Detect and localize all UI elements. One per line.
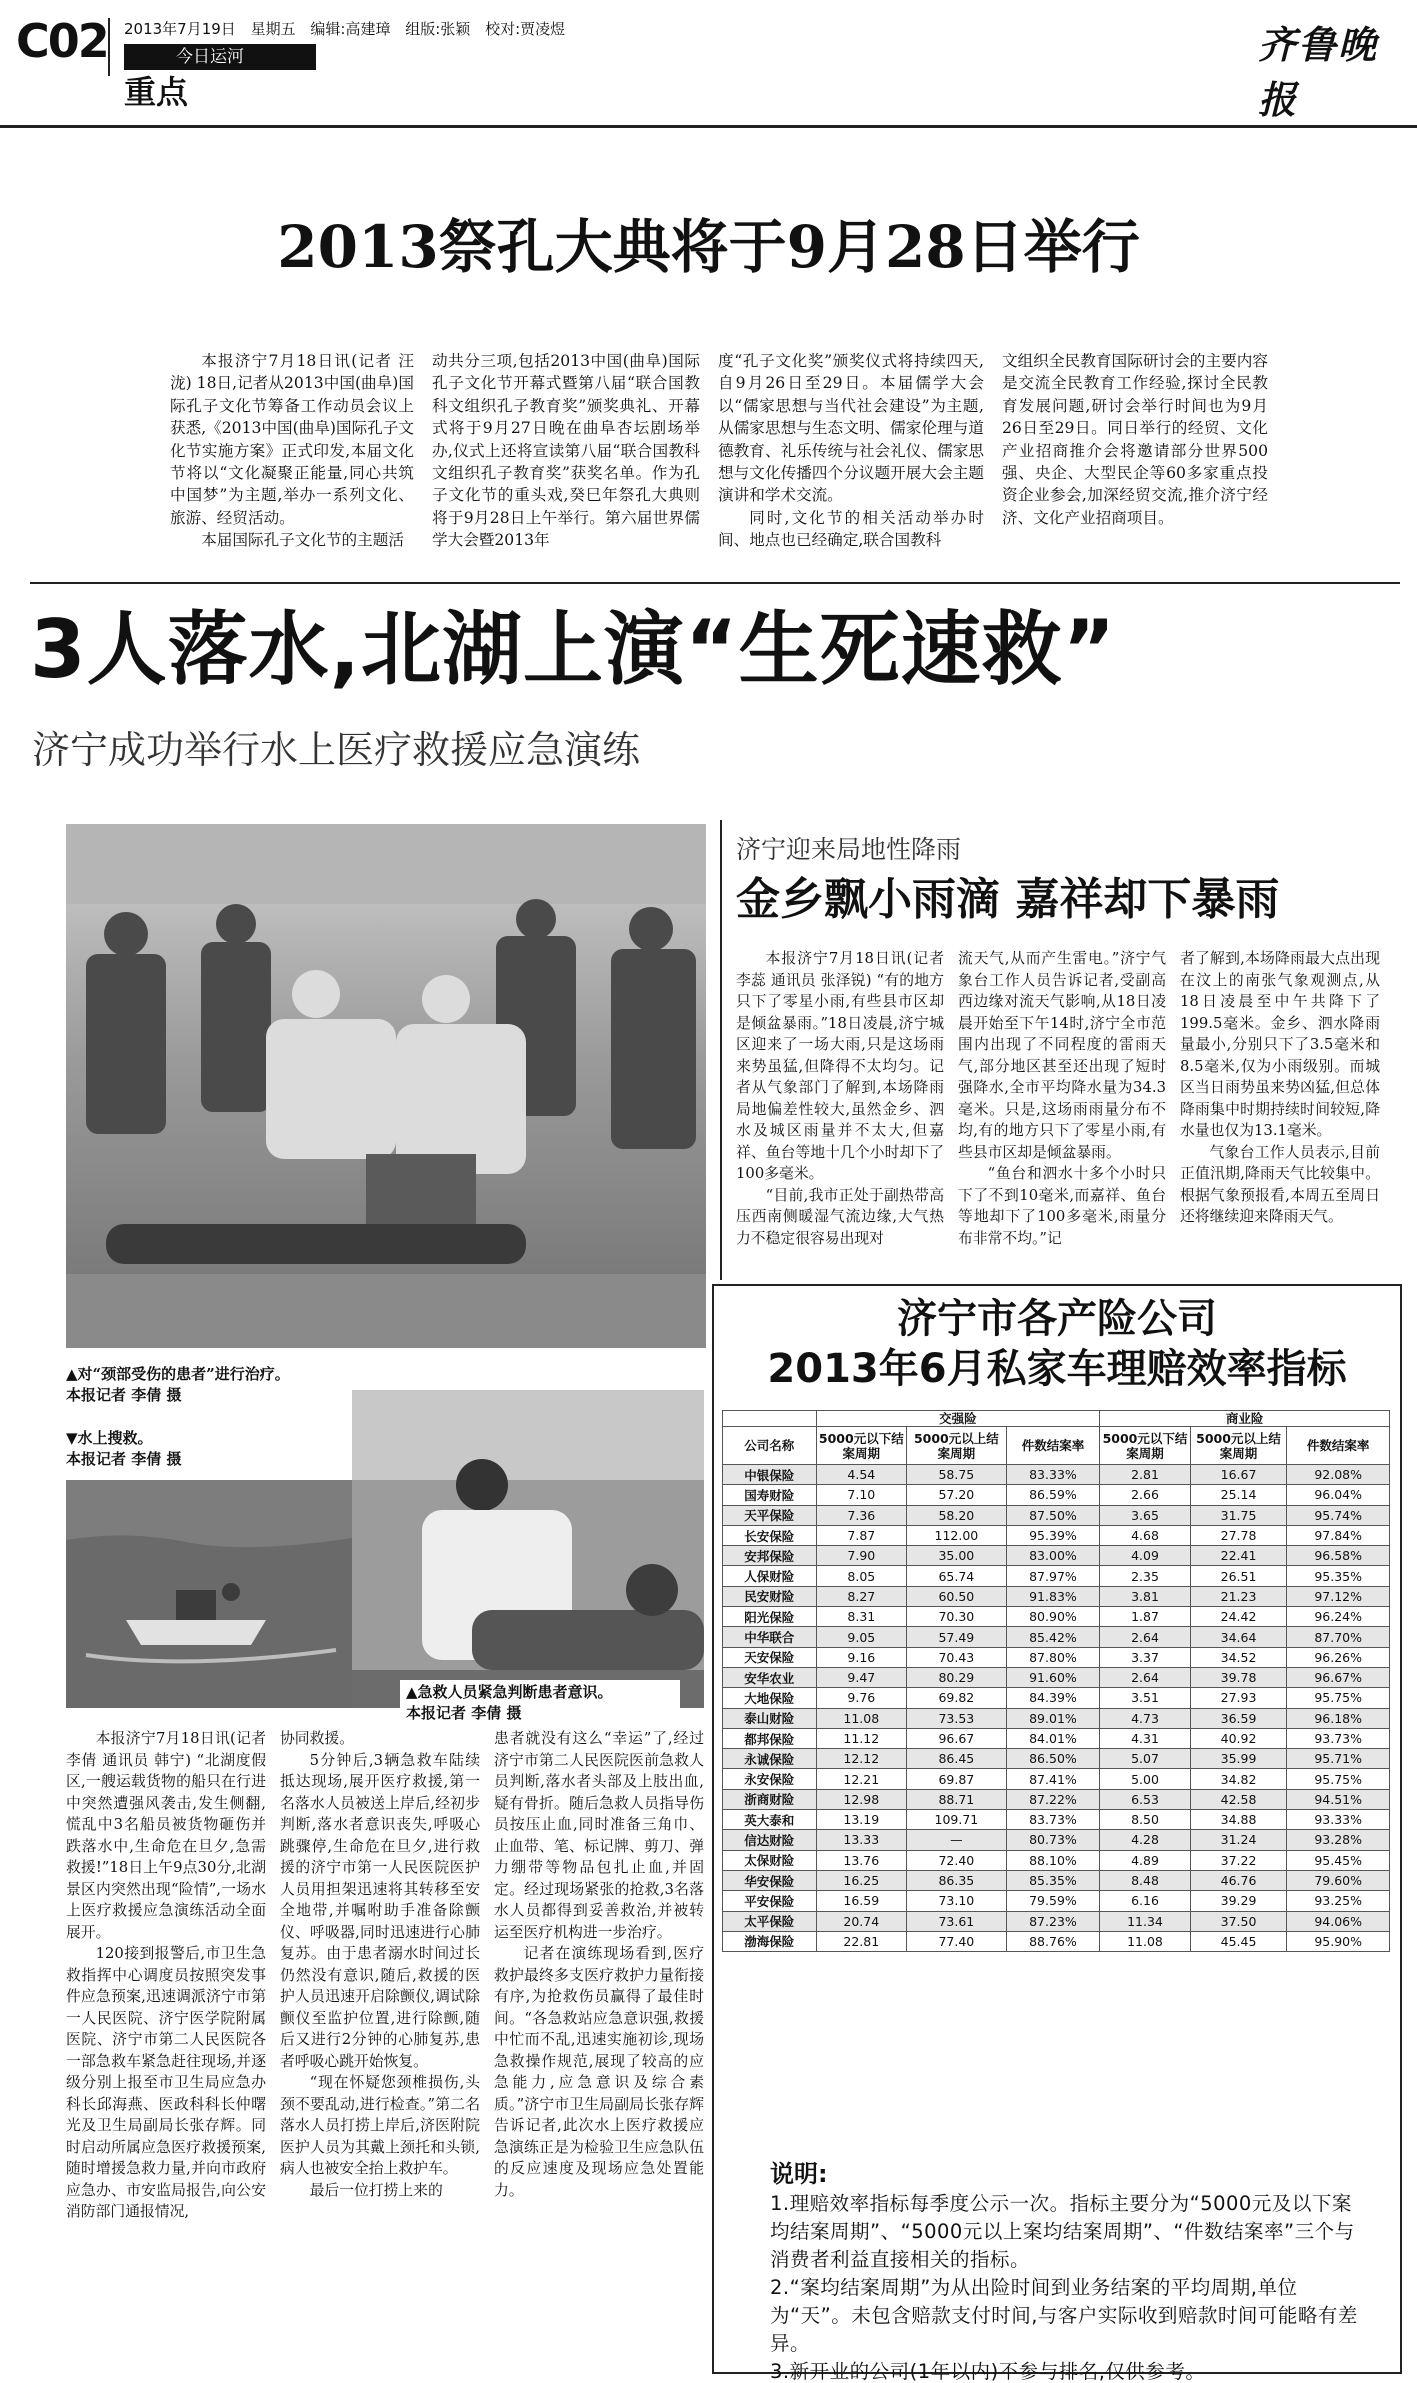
table-row xyxy=(723,1627,1390,1647)
story3-col3 xyxy=(1180,948,1380,1266)
value-cell: 95.71% xyxy=(1287,1749,1390,1769)
table-row xyxy=(723,1607,1390,1627)
story2-para: 患者就没有这么“幸运”了,经过济宁市第二人民医院医前急救人员判断,落水者头部及上肢出血,疑有骨折。随后急救人员指导伤员按压止血,同时准备三角巾、止血带、笔、标记牌、剪刀、弹力绷带等物品包扎止血,并固定。经过现场紧张的抢救,3名落水人员都得到妥善救治,并被转运至医疗机构进一步治疗。 xyxy=(494,1730,704,1941)
value-cell: 95.39% xyxy=(1006,1525,1100,1545)
value-cell: 79.60% xyxy=(1287,1870,1390,1890)
company-name-cell: 泰山财险 xyxy=(723,1708,817,1728)
value-cell: 34.82 xyxy=(1190,1769,1287,1789)
value-cell: 83.33% xyxy=(1006,1465,1100,1485)
story2-para: 5分钟后,3辆急救车陆续抵达现场,展开医疗救援,第一名落水人员被送上岸后,经初步判断,落水者意识丧失,呼吸心跳骤停,生命危在旦夕,进行救援的济宁市第一人民医院医护人员用担架迅速将其转移至安全地带,并嘱咐助手准备除颤仪、呼吸器,同时迅速进行心肺复苏。由于患者溺水时间过长仍然没有意识,随后,救援的医护人员迅速开启除颤仪,调试除颤仪至监护位置,进行除颤,随后又进行2分钟的心肺复苏,患者呼吸心跳开始恢复。 xyxy=(280,1751,480,2070)
story1-para: 动共分三项,包括2013中国(曲阜)国际孔子文化节开幕式暨第八届“联合国教科文组织孔子教育奖”颁奖典礼、开幕式将于9月27日晚在曲阜杏坛剧场举办,仪式上还将宣读第八届“联合国教科文组织孔子教育奖”获奖名单。作为孔子文化节的重头戏,癸巳年祭孔大典则将于9月28日上午举行。第六届世界儒学大会暨2013年 xyxy=(432,352,700,548)
value-cell: 2.64 xyxy=(1100,1627,1191,1647)
header-meta xyxy=(124,18,565,39)
value-cell: 88.10% xyxy=(1006,1850,1100,1870)
value-cell: 46.76 xyxy=(1190,1870,1287,1890)
caption-credit: 本报记者 李倩 摄 xyxy=(66,1386,182,1404)
notes xyxy=(770,2190,1370,2383)
company-name-cell: 中华联合 xyxy=(723,1627,817,1647)
story2-para: 120接到报警后,市卫生急救指挥中心调度员按照突发事件应急预案,迅速调派济宁市第一人民医院、济宁医学院附属医院、济宁市第二人民医院各一部急救车紧急赶往现场,并逐级分别上报至市卫生局应急办科长邱海燕、医政科科长仲曙光及卫生局副局长张存辉。同时启动所属应急医疗救援预案,随时增援急救力量,并向市政府应急办、市安监局报告,向公安消防部门通报情况, xyxy=(66,1945,266,2220)
story3-col2 xyxy=(958,948,1166,1266)
value-cell: 86.35 xyxy=(907,1870,1007,1890)
value-cell: 85.35% xyxy=(1006,1870,1100,1890)
value-cell: 97.84% xyxy=(1287,1525,1390,1545)
table-row xyxy=(723,1688,1390,1708)
value-cell: 24.42 xyxy=(1190,1607,1287,1627)
value-cell: 8.50 xyxy=(1100,1810,1191,1830)
value-cell: 34.52 xyxy=(1190,1647,1287,1667)
table-row xyxy=(723,1647,1390,1667)
photo-water-search xyxy=(66,1480,352,1708)
company-name-cell: 天平保险 xyxy=(723,1505,817,1525)
story3-para: 流天气,从而产生雷电。”济宁气象台工作人员告诉记者,受副高西边缘对流天气影响,从18日凌晨开始至下午14时,济宁全市范围内出现了不同程度的雷雨天气,部分地区甚至还出现了短时强降水,全市平均降水量为34.3毫米。只是,这场雨雨量分布不均,有的地方只下了零星小雨,有些县市区却是倾盆暴雨。 xyxy=(958,950,1166,1161)
story3-para: 者了解到,本场降雨最大点出现在汶上的南张气象观测点,从18日凌晨至中午共降下了199.5毫米。金乡、泗水降雨量最小,分别只下了3.5毫米和8.5毫米,仅为小雨级别。而城区当日雨势虽来势凶猛,但总体降雨集中时期持续时间较短,降水量也仅为13.1毫米。 xyxy=(1180,950,1380,1139)
value-cell: 4.68 xyxy=(1100,1525,1191,1545)
company-name-cell: 平安保险 xyxy=(723,1891,817,1911)
story1-para: 度“孔子文化奖”颁奖仪式将持续四天,自9月26日至29日。本届儒学大会以“儒家思想与当代社会建设”为主题,从儒家思想与生态文明、儒家伦理与道德教育、礼乐传统与社会礼仪、儒家思想与文化传播四个分议题开展大会主题演讲和学术交流。 xyxy=(718,352,984,505)
table-row xyxy=(723,1708,1390,1728)
story1-para: 本报济宁7月18日讯(记者 汪泷) 18日,记者从2013中国(曲阜)国际孔子文化节筹备工作动员会议上获悉,《2013中国(曲阜)国际孔子文化节实施方案》正式印发,本届文化节将以“文化凝聚正能量,同心共筑中国梦”为主题,举办一系列文化、旅游、经贸活动。 xyxy=(170,352,414,527)
value-cell: 9.05 xyxy=(816,1627,907,1647)
table-row xyxy=(723,1546,1390,1566)
value-cell: 7.10 xyxy=(816,1485,907,1505)
story3-side-rule xyxy=(720,820,722,1280)
company-name-cell: 英大泰和 xyxy=(723,1810,817,1830)
value-cell: 96.18% xyxy=(1287,1708,1390,1728)
value-cell: 36.59 xyxy=(1190,1708,1287,1728)
table-row xyxy=(723,1830,1390,1850)
value-cell: 2.81 xyxy=(1100,1465,1191,1485)
value-cell: 83.73% xyxy=(1006,1810,1100,1830)
value-cell: 88.71 xyxy=(907,1789,1007,1809)
value-cell: 8.31 xyxy=(816,1607,907,1627)
value-cell: 40.92 xyxy=(1190,1728,1287,1748)
value-cell: 16.25 xyxy=(816,1870,907,1890)
value-cell: 9.47 xyxy=(816,1667,907,1687)
value-cell: 9.16 xyxy=(816,1647,907,1667)
value-cell: 89.01% xyxy=(1006,1708,1100,1728)
value-cell: 16.67 xyxy=(1190,1465,1287,1485)
value-cell: 8.27 xyxy=(816,1586,907,1606)
value-cell: 65.74 xyxy=(907,1566,1007,1586)
value-cell: 45.45 xyxy=(1190,1931,1287,1951)
value-cell: 96.67 xyxy=(907,1728,1007,1748)
value-cell: 4.54 xyxy=(816,1465,907,1485)
value-cell: 60.50 xyxy=(907,1586,1007,1606)
page-number: C02 xyxy=(16,14,108,68)
table-row xyxy=(723,1749,1390,1769)
value-cell: 5.07 xyxy=(1100,1749,1191,1769)
value-cell: 2.66 xyxy=(1100,1485,1191,1505)
value-cell: 95.75% xyxy=(1287,1769,1390,1789)
value-cell: 93.73% xyxy=(1287,1728,1390,1748)
value-cell: 94.06% xyxy=(1287,1911,1390,1931)
table-row xyxy=(723,1667,1390,1687)
header-divider xyxy=(108,18,110,76)
company-name-cell: 信达财险 xyxy=(723,1830,817,1850)
value-cell: 27.78 xyxy=(1190,1525,1287,1545)
table-row xyxy=(723,1769,1390,1789)
value-cell: 70.30 xyxy=(907,1607,1007,1627)
story2-para: “现在怀疑您颈椎损伤,头颈不要乱动,进行检查。”第二名落水人员打捞上岸后,济医附院医护人员为其戴上颈托和头锁,病人也被安全抬上救护车。 xyxy=(280,2074,480,2177)
caption-credit: 本报记者 李倩 摄 xyxy=(66,1450,182,1468)
value-cell: 80.90% xyxy=(1006,1607,1100,1627)
company-name-cell: 永诚保险 xyxy=(723,1749,817,1769)
caption-text: ▼水上搜救。 xyxy=(66,1429,153,1447)
value-cell: 84.01% xyxy=(1006,1728,1100,1748)
caption-photo1 xyxy=(66,1364,356,1406)
value-cell: 11.34 xyxy=(1100,1911,1191,1931)
value-cell: 11.08 xyxy=(816,1708,907,1728)
value-cell: 6.16 xyxy=(1100,1891,1191,1911)
issue-weekday: 星期五 xyxy=(250,20,296,38)
value-cell: 4.89 xyxy=(1100,1850,1191,1870)
table-row xyxy=(723,1728,1390,1748)
table-corner xyxy=(723,1411,817,1427)
value-cell: 13.76 xyxy=(816,1850,907,1870)
insurance-table-body xyxy=(723,1465,1390,1952)
value-cell: 12.21 xyxy=(816,1769,907,1789)
column-header: 公司名称 xyxy=(723,1427,817,1465)
value-cell: 95.90% xyxy=(1287,1931,1390,1951)
insurance-table xyxy=(722,1410,1390,1952)
note-item: 1.理赔效率指标每季度公示一次。指标主要分为“5000元及以下案均结案周期”、“5000元以上案均结案周期”、“件数结案率”三个与消费者利益直接相关的指标。 xyxy=(770,2192,1355,2271)
story1-para: 同时,文化节的相关活动举办时间、地点也已经确定,联合国教科 xyxy=(718,508,984,548)
value-cell: 2.35 xyxy=(1100,1566,1191,1586)
value-cell: 96.58% xyxy=(1287,1546,1390,1566)
table-row xyxy=(723,1485,1390,1505)
value-cell: 112.00 xyxy=(907,1525,1007,1545)
value-cell: 85.42% xyxy=(1006,1627,1100,1647)
caption-photo3 xyxy=(400,1680,680,1726)
value-cell: 95.75% xyxy=(1287,1688,1390,1708)
column-header: 件数结案率 xyxy=(1287,1427,1390,1465)
value-cell: 84.39% xyxy=(1006,1688,1100,1708)
value-cell: 39.78 xyxy=(1190,1667,1287,1687)
company-name-cell: 中银保险 xyxy=(723,1465,817,1485)
value-cell: 57.49 xyxy=(907,1627,1007,1647)
value-cell: 31.75 xyxy=(1190,1505,1287,1525)
value-cell: 3.65 xyxy=(1100,1505,1191,1525)
value-cell: 4.73 xyxy=(1100,1708,1191,1728)
value-cell: 91.60% xyxy=(1006,1667,1100,1687)
table-row xyxy=(723,1931,1390,1951)
photo-image xyxy=(66,1480,352,1708)
value-cell: 25.14 xyxy=(1190,1485,1287,1505)
photo-neck-injury-treatment xyxy=(66,824,706,1348)
issue-date: 2013年7月19日 xyxy=(124,20,236,38)
value-cell: 79.59% xyxy=(1006,1891,1100,1911)
company-name-cell: 浙商财险 xyxy=(723,1789,817,1809)
story2-headline: 3人落水,北湖上演“生死速救” xyxy=(30,603,1117,696)
value-cell: 69.82 xyxy=(907,1688,1007,1708)
table-row xyxy=(723,1566,1390,1586)
value-cell: 12.98 xyxy=(816,1789,907,1809)
story1-col1 xyxy=(170,350,414,548)
value-cell: 3.81 xyxy=(1100,1586,1191,1606)
table-row xyxy=(723,1525,1390,1545)
value-cell: 5.00 xyxy=(1100,1769,1191,1789)
value-cell: 96.26% xyxy=(1287,1647,1390,1667)
company-name-cell: 人保财险 xyxy=(723,1566,817,1586)
value-cell: 39.29 xyxy=(1190,1891,1287,1911)
story2-para: 协同救援。 xyxy=(280,1730,354,1747)
insurance-title-line2: 2013年6月私家车理赔效率指标 xyxy=(767,1346,1347,1392)
table-row xyxy=(723,1911,1390,1931)
value-cell: 96.24% xyxy=(1287,1607,1390,1627)
value-cell: 27.93 xyxy=(1190,1688,1287,1708)
company-name-cell: 大地保险 xyxy=(723,1688,817,1708)
story3-para: “鱼台和泗水十多个小时只下了不到10毫米,而嘉祥、鱼台等地却下了100多毫米,雨量分布非常不均。”记 xyxy=(958,1165,1166,1247)
value-cell: 80.73% xyxy=(1006,1830,1100,1850)
value-cell: 58.75 xyxy=(907,1465,1007,1485)
company-name-cell: 华安保险 xyxy=(723,1870,817,1890)
table-row xyxy=(723,1891,1390,1911)
group-header-compulsory: 交强险 xyxy=(816,1411,1100,1427)
insurance-title-line1: 济宁市各产险公司 xyxy=(897,1296,1217,1342)
story3-kicker: 济宁迎来局地性降雨 xyxy=(736,835,962,864)
insurance-box xyxy=(712,1284,1402,2383)
value-cell: 80.29 xyxy=(907,1667,1007,1687)
value-cell: 95.74% xyxy=(1287,1505,1390,1525)
value-cell: 7.90 xyxy=(816,1546,907,1566)
company-name-cell: 长安保险 xyxy=(723,1525,817,1545)
company-name-cell: 民安财险 xyxy=(723,1586,817,1606)
column-header-row xyxy=(723,1427,1390,1465)
company-name-cell: 永安保险 xyxy=(723,1769,817,1789)
section-tag: 今日运河 xyxy=(124,44,316,70)
value-cell: 87.41% xyxy=(1006,1769,1100,1789)
story1-headline: 2013祭孔大典将于9月28日举行 xyxy=(277,213,1140,281)
value-cell: 11.08 xyxy=(1100,1931,1191,1951)
story2-subheadline: 济宁成功举行水上医疗救援应急演练 xyxy=(32,728,641,772)
value-cell: 83.00% xyxy=(1006,1546,1100,1566)
value-cell: 87.22% xyxy=(1006,1789,1100,1809)
company-name-cell: 太平保险 xyxy=(723,1911,817,1931)
photo-image xyxy=(66,824,706,1348)
notes-title: 说明: xyxy=(770,2160,828,2188)
header-rule xyxy=(0,125,1417,128)
value-cell: 87.80% xyxy=(1006,1647,1100,1667)
value-cell: 22.81 xyxy=(816,1931,907,1951)
value-cell: 16.59 xyxy=(816,1891,907,1911)
caption-text: ▲对“颈部受伤的患者”进行治疗。 xyxy=(66,1365,290,1383)
story2-col3 xyxy=(494,1728,704,2368)
story1-col2 xyxy=(432,350,700,548)
caption-text: ▲急救人员紧急判断患者意识。 xyxy=(406,1683,613,1701)
value-cell: 13.19 xyxy=(816,1810,907,1830)
value-cell: 4.09 xyxy=(1100,1546,1191,1566)
value-cell: 4.31 xyxy=(1100,1728,1191,1748)
value-cell: 87.97% xyxy=(1006,1566,1100,1586)
value-cell: 7.36 xyxy=(816,1505,907,1525)
value-cell: 73.53 xyxy=(907,1708,1007,1728)
story2-para: 本报济宁7月18日讯(记者 李倩 通讯员 韩宁) “北湖度假区,一艘运载货物的船只在行进中突然遭强风袭击,发生侧翻,慌乱中3名船员被货物砸伤并跌落水中,生命危在旦夕,急需救援!”18日上午9点30分,北湖景区内突然出现“险情”,一场水上医疗救援应急演练活动全面展开。 xyxy=(66,1730,266,1941)
value-cell: 86.50% xyxy=(1006,1749,1100,1769)
value-cell: 95.45% xyxy=(1287,1850,1390,1870)
value-cell: 3.37 xyxy=(1100,1647,1191,1667)
story2-para: 最后一位打捞上来的 xyxy=(309,2181,443,2199)
value-cell: 37.50 xyxy=(1190,1911,1287,1931)
story3-para: 气象台工作人员表示,目前正值汛期,降雨天气比较集中。根据气象预报看,本周五至周日还将继续迎来降雨天气。 xyxy=(1180,1143,1380,1225)
company-name-cell: 天安保险 xyxy=(723,1647,817,1667)
value-cell: 42.58 xyxy=(1190,1789,1287,1809)
group-header-commercial: 商业险 xyxy=(1100,1411,1390,1427)
value-cell: 87.70% xyxy=(1287,1627,1390,1647)
story1-rule xyxy=(30,582,1400,584)
value-cell: 34.64 xyxy=(1190,1627,1287,1647)
value-cell: 109.71 xyxy=(907,1810,1007,1830)
value-cell: 13.33 xyxy=(816,1830,907,1850)
photo-image xyxy=(352,1390,704,1708)
value-cell: 2.64 xyxy=(1100,1667,1191,1687)
value-cell: 35.00 xyxy=(907,1546,1007,1566)
story1-para: 本届国际孔子文化节的主题活 xyxy=(201,531,404,548)
value-cell: 35.99 xyxy=(1190,1749,1287,1769)
story1-col3 xyxy=(718,350,984,548)
value-cell: 86.59% xyxy=(1006,1485,1100,1505)
company-name-cell: 太保财险 xyxy=(723,1850,817,1870)
value-cell: 70.43 xyxy=(907,1647,1007,1667)
caption-photo2 xyxy=(66,1428,356,1470)
value-cell: 73.10 xyxy=(907,1891,1007,1911)
column-header: 5000元以上结案周期 xyxy=(1190,1427,1287,1465)
value-cell: 77.40 xyxy=(907,1931,1007,1951)
value-cell: 6.53 xyxy=(1100,1789,1191,1809)
value-cell: 8.48 xyxy=(1100,1870,1191,1890)
value-cell: 73.61 xyxy=(907,1911,1007,1931)
value-cell: 34.88 xyxy=(1190,1810,1287,1830)
column-header: 5000元以上结案周期 xyxy=(907,1427,1007,1465)
table-row xyxy=(723,1789,1390,1809)
story1-para: 文组织全民教育国际研讨会的主要内容是交流全民教育工作经验,探讨全民教育发展问题,研讨会举行时间也为9月26日至29日。同日举行的经贸、文化产业招商推介会将邀请部分世界500强、央企、大型民企等60多家重点投资企业参会,加深经贸交流,推介济宁经济、文化产业招商项目。 xyxy=(1002,352,1268,527)
company-name-cell: 安华农业 xyxy=(723,1667,817,1687)
note-item: 2.“案均结案周期”为从出险时间到业务结案的平均周期,单位为“天”。未包含赔款支付时间,与客户实际收到赔款时间可能略有差异。 xyxy=(770,2276,1358,2355)
column-header: 件数结案率 xyxy=(1006,1427,1100,1465)
story2-col2 xyxy=(280,1728,480,2368)
editor: 编辑:高建璋 xyxy=(310,20,391,38)
table-row xyxy=(723,1850,1390,1870)
caption-credit: 本报记者 李倩 摄 xyxy=(406,1704,522,1722)
value-cell: 87.50% xyxy=(1006,1505,1100,1525)
value-cell: 91.83% xyxy=(1006,1586,1100,1606)
company-name-cell: 安邦保险 xyxy=(723,1546,817,1566)
page-header xyxy=(0,0,1417,130)
story3-para: 本报济宁7月18日讯(记者 李蕊 通讯员 张泽锐) “有的地方只下了零星小雨,有些县市区却是倾盆暴雨。”18日凌晨,济宁城区迎来了一场大雨,只是这场雨来势虽猛,但降得不太均匀。记者从气象部门了解到,本场降雨局地偏差性较大,虽然金乡、泗水及城区雨量并不太大,但嘉祥、鱼台等地十几个小时却下了100多毫米。 xyxy=(736,950,944,1182)
value-cell: 97.12% xyxy=(1287,1586,1390,1606)
masthead-logo: 齐鲁晚报 xyxy=(1258,22,1379,122)
photo-consciousness-check xyxy=(352,1390,704,1708)
section-name: 重点 xyxy=(124,73,189,111)
story2-para: 记者在演练现场看到,医疗救护最终多支医疗救护力量衔接有序,为抢救伤员赢得了最佳时间。“各急救站应急意识强,救援中忙而不乱,迅速实施初诊,现场急救操作规范,展现了较高的应急能力,应急意识及综合素质。”济宁市卫生局副局长张存辉告诉记者,此次水上医疗救援应急演练正是为检验卫生应急队伍的反应速度及现场应急处置能力。 xyxy=(494,1945,704,2199)
value-cell: 9.76 xyxy=(816,1688,907,1708)
story2-col1 xyxy=(66,1728,266,2368)
value-cell: 72.40 xyxy=(907,1850,1007,1870)
proofreader: 校对:贾凌煜 xyxy=(485,20,566,38)
table-row xyxy=(723,1465,1390,1485)
value-cell: 94.51% xyxy=(1287,1789,1390,1809)
value-cell: 57.20 xyxy=(907,1485,1007,1505)
value-cell: 88.76% xyxy=(1006,1931,1100,1951)
value-cell: 22.41 xyxy=(1190,1546,1287,1566)
value-cell: 86.45 xyxy=(907,1749,1007,1769)
table-row xyxy=(723,1586,1390,1606)
story3-col1 xyxy=(736,948,944,1266)
value-cell: 26.51 xyxy=(1190,1566,1287,1586)
value-cell: 93.33% xyxy=(1287,1810,1390,1830)
value-cell: 3.51 xyxy=(1100,1688,1191,1708)
value-cell: — xyxy=(907,1830,1007,1850)
table-row xyxy=(723,1505,1390,1525)
designer: 组版:张颖 xyxy=(405,20,471,38)
value-cell: 8.05 xyxy=(816,1566,907,1586)
company-name-cell: 阳光保险 xyxy=(723,1607,817,1627)
value-cell: 12.12 xyxy=(816,1749,907,1769)
value-cell: 96.04% xyxy=(1287,1485,1390,1505)
value-cell: 87.23% xyxy=(1006,1911,1100,1931)
value-cell: 93.28% xyxy=(1287,1830,1390,1850)
value-cell: 1.87 xyxy=(1100,1607,1191,1627)
story1-col4 xyxy=(1002,350,1268,548)
company-name-cell: 渤海保险 xyxy=(723,1931,817,1951)
value-cell: 4.28 xyxy=(1100,1830,1191,1850)
value-cell: 96.67% xyxy=(1287,1667,1390,1687)
insurance-table-wrap xyxy=(722,1410,1390,1952)
column-header: 5000元以下结案周期 xyxy=(816,1427,907,1465)
company-name-cell: 都邦保险 xyxy=(723,1728,817,1748)
story3-para: “目前,我市正处于副热带高压西南侧暖湿气流边缘,大气热力不稳定很容易出现对 xyxy=(736,1186,944,1247)
table-row xyxy=(723,1870,1390,1890)
column-header: 5000元以下结案周期 xyxy=(1100,1427,1191,1465)
value-cell: 21.23 xyxy=(1190,1586,1287,1606)
value-cell: 58.20 xyxy=(907,1505,1007,1525)
note-item: 3.新开业的公司(1年以内)不参与排名,仅供参考。 xyxy=(770,2360,1206,2383)
value-cell: 20.74 xyxy=(816,1911,907,1931)
value-cell: 37.22 xyxy=(1190,1850,1287,1870)
value-cell: 7.87 xyxy=(816,1525,907,1545)
value-cell: 95.35% xyxy=(1287,1566,1390,1586)
story3-headline: 金乡飘小雨滴 嘉祥却下暴雨 xyxy=(736,874,1280,925)
value-cell: 69.87 xyxy=(907,1769,1007,1789)
value-cell: 31.24 xyxy=(1190,1830,1287,1850)
company-name-cell: 国寿财险 xyxy=(723,1485,817,1505)
value-cell: 92.08% xyxy=(1287,1465,1390,1485)
value-cell: 11.12 xyxy=(816,1728,907,1748)
value-cell: 93.25% xyxy=(1287,1891,1390,1911)
table-row xyxy=(723,1810,1390,1830)
